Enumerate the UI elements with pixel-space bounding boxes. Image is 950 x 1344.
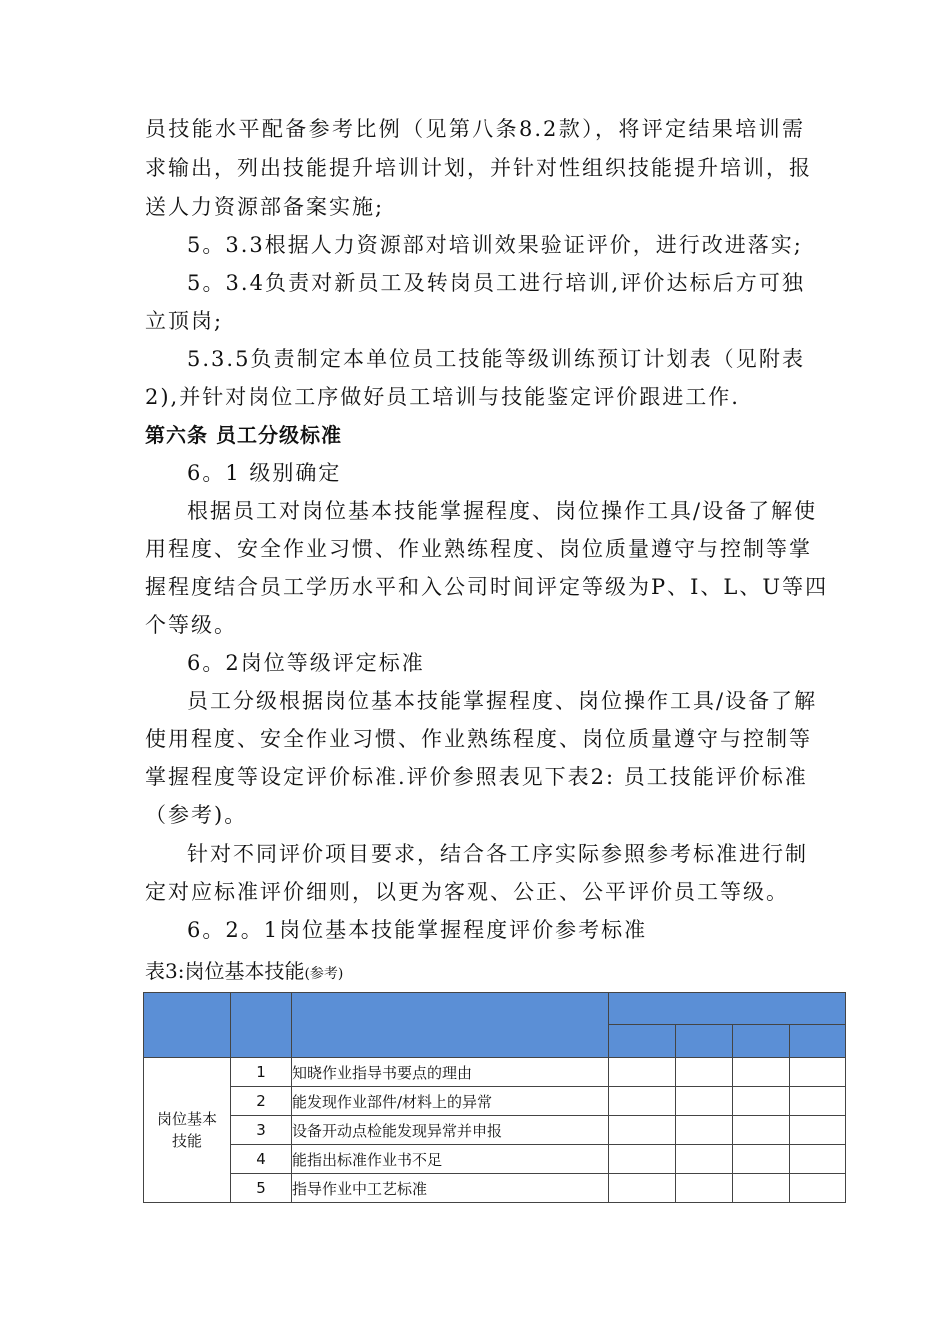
header-cell: [733, 1025, 790, 1058]
score-cell: [609, 1174, 676, 1203]
table-caption: [145, 958, 343, 987]
row-number: 1: [231, 1058, 292, 1087]
paragraph-line: 5.3.5负责制定本单位员工技能等级训练预订计划表（见附表: [187, 347, 805, 371]
score-cell: [733, 1174, 790, 1203]
table-caption-note: (参考): [304, 966, 344, 982]
table-row: [144, 1145, 846, 1174]
header-cell: [144, 993, 231, 1058]
paragraph-line: 立顶岗;: [145, 309, 224, 333]
skill-item: 设备开动点检能发现异常并申报: [292, 1116, 609, 1145]
paragraph-line: 送人力资源部备案实施;: [145, 195, 385, 219]
subsection-title: 6。2。1岗位基本技能掌握程度评价参考标准: [187, 918, 648, 942]
row-number: 3: [231, 1116, 292, 1145]
table-row: [144, 1087, 846, 1116]
header-cell: [609, 993, 846, 1025]
paragraph-line: 根据员工对岗位基本技能掌握程度、岗位操作工具/设备了解使: [187, 499, 818, 523]
paragraph-line: 员工分级根据岗位基本技能掌握程度、岗位操作工具/设备了解: [187, 689, 818, 713]
score-cell: [676, 1058, 733, 1087]
paragraph-line: 掌握程度等设定评价标准.评价参照表见下表2: 员工技能评价标准: [145, 765, 808, 789]
score-cell: [676, 1087, 733, 1116]
skill-item: 知晓作业指导书要点的理由: [292, 1058, 609, 1087]
paragraph-line: 定对应标准评价细则，以更为客观、公正、公平评价员工等级。: [145, 880, 789, 904]
paragraph-line: 用程度、安全作业习惯、作业熟练程度、岗位质量遵守与控制等掌: [145, 537, 812, 561]
score-cell: [790, 1087, 846, 1116]
score-cell: [790, 1145, 846, 1174]
skill-item: 指导作业中工艺标准: [292, 1174, 609, 1203]
row-number: 5: [231, 1174, 292, 1203]
score-cell: [790, 1116, 846, 1145]
paragraph-line: 针对不同评价项目要求，结合各工序实际参照参考标准进行制: [187, 842, 808, 866]
paragraph-line: 使用程度、安全作业习惯、作业熟练程度、岗位质量遵守与控制等: [145, 727, 812, 751]
section-heading: 第六条 员工分级标准: [145, 423, 342, 447]
table-caption-main: 表3:岗位基本技能: [145, 959, 305, 983]
score-cell: [790, 1174, 846, 1203]
table-header-row: [144, 993, 846, 1025]
table-row: [144, 1058, 846, 1087]
skill-item: 能指出标准作业书不足: [292, 1145, 609, 1174]
paragraph-line: 5。3.4负责对新员工及转岗员工进行培训,评价达标后方可独: [187, 271, 805, 295]
skills-table: [143, 992, 846, 1203]
header-cell: [676, 1025, 733, 1058]
paragraph-line: （参考)。: [145, 803, 248, 827]
header-cell: [609, 1025, 676, 1058]
skill-item: 能发现作业部件/材料上的异常: [292, 1087, 609, 1116]
score-cell: [609, 1058, 676, 1087]
score-cell: [790, 1058, 846, 1087]
subsection-title: 6。2岗位等级评定标准: [187, 651, 425, 675]
score-cell: [733, 1116, 790, 1145]
score-cell: [676, 1145, 733, 1174]
row-number: 2: [231, 1087, 292, 1116]
row-number: 4: [231, 1145, 292, 1174]
header-cell: [231, 993, 292, 1058]
score-cell: [676, 1174, 733, 1203]
header-cell: [292, 993, 609, 1058]
score-cell: [609, 1116, 676, 1145]
paragraph-line: 员技能水平配备参考比例（见第八条8.2款），将评定结果培训需: [145, 117, 805, 141]
paragraph-line: 个等级。: [145, 613, 237, 637]
score-cell: [733, 1087, 790, 1116]
score-cell: [733, 1145, 790, 1174]
paragraph-line: 5。3.3根据人力资源部对培训效果验证评价，进行改进落实;: [187, 233, 803, 257]
score-cell: [609, 1087, 676, 1116]
subsection-title: 6。1 级别确定: [187, 461, 342, 485]
score-cell: [733, 1058, 790, 1087]
category-cell: 岗位基本技能: [144, 1058, 231, 1203]
paragraph-line: 求输出，列出技能提升培训计划，并针对性组织技能提升培训，报: [145, 156, 812, 180]
table-row: [144, 1174, 846, 1203]
score-cell: [676, 1116, 733, 1145]
score-cell: [609, 1145, 676, 1174]
table-row: [144, 1116, 846, 1145]
paragraph-line: 2),并针对岗位工序做好员工培训与技能鉴定评价跟进工作.: [145, 385, 740, 409]
header-cell: [790, 1025, 846, 1058]
paragraph-line: 握程度结合员工学历水平和入公司时间评定等级为P、I、L、U等四: [145, 575, 829, 599]
